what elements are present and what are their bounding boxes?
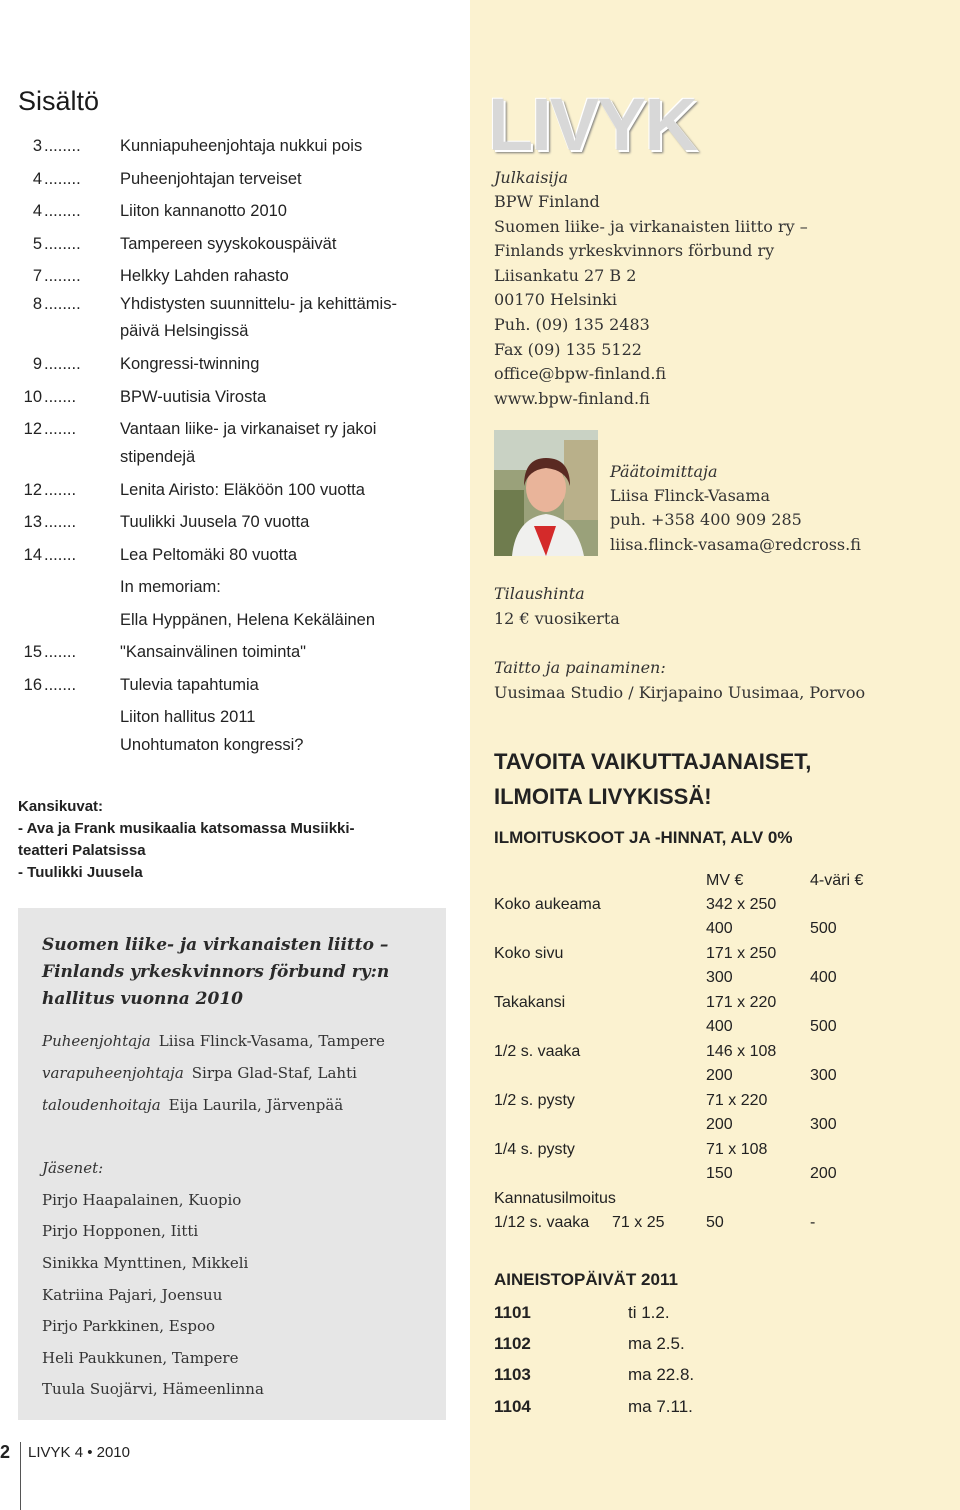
toc-item-title: Lenita Airisto: Eläköön 100 vuotta (120, 481, 365, 499)
toc-leader: ........ (44, 170, 81, 188)
board-title (42, 932, 389, 1013)
toc-memoriam-label: In memoriam: (120, 578, 221, 596)
deadline-code: 1102 (494, 1334, 531, 1353)
toc-item-title: Tuulikki Juusela 70 vuotta (120, 513, 310, 531)
pricing-title: ILMOITUSKOOT JA -HINNAT, ALV 0% (494, 828, 793, 847)
footer-issue: LIVYK 4 • 2010 (28, 1444, 130, 1461)
pricing-row-color: 500 (810, 920, 837, 937)
board-box (18, 908, 446, 1420)
pricing-row-label: 1/2 s. pysty (494, 1092, 575, 1109)
publisher-fax: Fax (09) 135 5122 (494, 340, 642, 359)
board-role: taloudenhoitaja (42, 1096, 161, 1114)
toc-page-number: 14 (23, 546, 42, 564)
toc-leader: ........ (44, 202, 81, 220)
subscription-value: 12 € vuosikerta (494, 609, 620, 628)
toc-item-title: Liiton kannanotto 2010 (120, 202, 287, 220)
toc-leader: ........ (44, 267, 81, 285)
pricing-row-color: 300 (810, 1116, 837, 1133)
toc-item-title: Yhdistysten suunnittelu- ja kehittämis- (120, 295, 397, 313)
board-member: Pirjo Hopponen, Iitti (42, 1222, 199, 1240)
pricing-row-label: 1/4 s. pysty (494, 1141, 575, 1158)
pricing-row-size: 171 x 220 (706, 994, 777, 1011)
toc-leader: ....... (44, 546, 77, 564)
pricing-row-mv: 150 (706, 1165, 733, 1182)
deadline-code: 1101 (494, 1303, 531, 1322)
pricing-row-label: 1/2 s. vaaka (494, 1043, 581, 1060)
deadline-code: 1103 (494, 1365, 531, 1384)
toc-item-title: Tampereen syyskokouspäivät (120, 235, 337, 253)
pricing-row-color: 400 (810, 969, 837, 986)
pricing-row-color: - (810, 1214, 816, 1231)
toc-item-title: Kunniapuheenjohtaja nukkui pois (120, 137, 363, 155)
pricing-row-mv: 300 (706, 969, 733, 986)
board-title-line: Finlands yrkeskvinnors förbund ry:n (42, 962, 390, 982)
publisher-line: Finlands yrkeskvinnors förbund ry (494, 241, 775, 260)
pricing-row-size: 146 x 108 (706, 1043, 777, 1060)
toc-page-number: 7 (32, 267, 42, 285)
ad-call-line: TAVOITA VAIKUTTAJANAISET, (494, 749, 812, 774)
pricing-row-label: Koko aukeama (494, 896, 601, 913)
editor-phone: puh. +358 400 909 285 (610, 510, 802, 529)
toc-item-continuation: Unohtumaton kongressi? (120, 736, 304, 754)
toc-page-number: 13 (23, 513, 42, 531)
publisher-postal: 00170 Helsinki (494, 290, 617, 309)
pricing-row-mv: 400 (706, 1018, 733, 1035)
toc-leader: ........ (44, 295, 81, 313)
toc-item-title: Kongressi-twinning (120, 355, 260, 373)
deadlines-title: AINEISTOPÄIVÄT 2011 (494, 1270, 678, 1289)
editor-label: Päätoimittaja (610, 462, 718, 481)
board-role-name: Eija Laurila, Järvenpää (168, 1096, 344, 1114)
board-member: Pirjo Parkkinen, Espoo (42, 1317, 216, 1335)
publisher-email-link[interactable]: office@bpw-finland.fi (494, 364, 667, 383)
toc-item-title: Tulevia tapahtumia (120, 676, 259, 694)
publisher-label: Julkaisija (494, 168, 569, 187)
pricing-row-color: 200 (810, 1165, 837, 1182)
board-members-label: Jäsenet: (42, 1159, 104, 1177)
pricing-row-color: 300 (810, 1067, 837, 1084)
toc-leader: ........ (44, 235, 81, 253)
pricing-row-size: 71 x 108 (706, 1141, 768, 1158)
footer-divider (20, 1442, 21, 1510)
board-title-line: Suomen liike- ja virkanaisten liitto – (42, 935, 389, 955)
ad-call-line: ILMOITA LIVYKISSÄ! (494, 784, 712, 809)
pricing-row-size: 342 x 250 (706, 896, 777, 913)
subscription-label: Tilaushinta (494, 584, 585, 603)
pricing-row-label: Takakansi (494, 994, 566, 1011)
publisher-phone: Puh. (09) 135 2483 (494, 315, 650, 334)
toc-item-continuation: Liiton hallitus 2011 (120, 708, 256, 726)
toc-item-title: BPW-uutisia Virosta (120, 388, 267, 406)
print-value: Uusimaa Studio / Kirjapaino Uusimaa, Porvoo (494, 683, 866, 702)
toc-page-number: 3 (32, 137, 42, 155)
pricing-row-mv: 200 (706, 1116, 733, 1133)
deadline-date: ma 7.11. (628, 1397, 693, 1416)
toc-item-title: "Kansainvälinen toiminta" (120, 643, 306, 661)
board-role-name: Sirpa Glad-Staf, Lahti (191, 1064, 357, 1082)
toc-page-number: 8 (32, 295, 42, 313)
toc-page-number: 12 (23, 420, 42, 438)
toc-leader: ........ (44, 355, 81, 373)
cover-caption-line: - Ava ja Frank musikaalia katsomassa Musiikki- (18, 820, 355, 837)
publisher-line: Suomen liike- ja virkanaisten liitto ry – (494, 217, 808, 236)
livyk-logo: LIVYK (488, 83, 696, 166)
pricing-row-mv: 400 (706, 920, 733, 937)
info-panel (470, 0, 960, 1510)
board-role-row (42, 1096, 343, 1114)
toc-page-number: 4 (32, 170, 42, 188)
toc-leader: ....... (44, 676, 77, 694)
publisher-website-link[interactable]: www.bpw-finland.fi (494, 389, 650, 408)
board-member: Sinikka Mynttinen, Mikkeli (42, 1254, 249, 1272)
toc-memoriam-names: Ella Hyppänen, Helena Kekäläinen (120, 611, 376, 629)
board-role: Puheenjohtaja (42, 1032, 151, 1050)
toc-leader: ....... (44, 481, 77, 499)
pricing-row-size: 71 x 220 (706, 1092, 768, 1109)
board-member: Tuula Suojärvi, Hämeenlinna (42, 1380, 264, 1398)
toc-leader: ....... (44, 513, 77, 531)
deadline-date: ma 2.5. (628, 1334, 685, 1353)
board-role-row (42, 1032, 385, 1050)
page-number: 2 (0, 1442, 11, 1462)
toc-page-number: 16 (23, 676, 42, 694)
deadline-date: ma 22.8. (628, 1365, 695, 1384)
board-role: varapuheenjohtaja (42, 1064, 184, 1082)
pricing-row-label: 1/12 s. vaaka (494, 1214, 590, 1231)
toc-leader: ....... (44, 643, 77, 661)
cover-caption-line: - Tuulikki Juusela (18, 864, 143, 881)
toc-item-title: Helkky Lahden rahasto (120, 267, 289, 285)
pricing-row-size: 71 x 25 (612, 1214, 665, 1231)
board-title-line: hallitus vuonna 2010 (42, 989, 243, 1009)
publisher-address: Liisankatu 27 B 2 (494, 266, 637, 285)
board-role-name: Liisa Flinck-Vasama, Tampere (158, 1032, 385, 1050)
pricing-row-label: Koko sivu (494, 945, 564, 962)
toc-page-number: 15 (23, 643, 42, 661)
board-member: Pirjo Haapalainen, Kuopio (42, 1191, 242, 1209)
toc-title: Sisältö (18, 86, 100, 116)
toc-item-continuation: stipendejä (120, 448, 196, 466)
board-member: Heli Paukkunen, Tampere (42, 1349, 239, 1367)
toc-leader: ....... (44, 388, 77, 406)
cover-heading: Kansikuvat: (18, 798, 104, 815)
toc-page-number: 4 (32, 202, 42, 220)
toc-page-number: 12 (23, 481, 42, 499)
toc-page-number: 9 (32, 355, 42, 373)
pricing-row-mv: 200 (706, 1067, 733, 1084)
pricing-col-mv: MV € (706, 872, 744, 889)
ad-call-heading (494, 744, 811, 814)
toc-leader: ....... (44, 420, 77, 438)
deadline-code: 1104 (494, 1397, 531, 1416)
toc-leader: ........ (44, 137, 81, 155)
cover-caption-line: teatteri Palatsissa (18, 842, 146, 859)
pricing-col-color: 4-väri € (810, 872, 864, 889)
editor-photo (494, 430, 598, 556)
toc-item-title: Lea Peltomäki 80 vuotta (120, 546, 298, 564)
pricing-row-color: 500 (810, 1018, 837, 1035)
toc-item-continuation: päivä Helsingissä (120, 322, 249, 340)
toc-item-title: Vantaan liike- ja virkanaiset ry jakoi (120, 420, 377, 438)
pricing-row-size: 171 x 250 (706, 945, 777, 962)
contents-column (0, 0, 470, 1510)
deadline-date: ti 1.2. (628, 1303, 670, 1322)
publisher-line: BPW Finland (494, 192, 600, 211)
pricing-row-mv: 50 (706, 1214, 724, 1231)
toc-page-number: 10 (23, 388, 42, 406)
editor-name: Liisa Flinck-Vasama (610, 486, 771, 505)
pricing-support-label: Kannatusilmoitus (494, 1190, 616, 1207)
board-member: Katriina Pajari, Joensuu (42, 1286, 223, 1304)
editor-email-link[interactable]: liisa.flinck-vasama@redcross.fi (610, 535, 861, 554)
board-role-row (42, 1064, 357, 1082)
cover-captions (18, 796, 355, 884)
toc-item-title: Puheenjohtajan terveiset (120, 170, 302, 188)
print-label: Taitto ja painaminen: (494, 658, 666, 677)
toc-page-number: 5 (32, 235, 42, 253)
